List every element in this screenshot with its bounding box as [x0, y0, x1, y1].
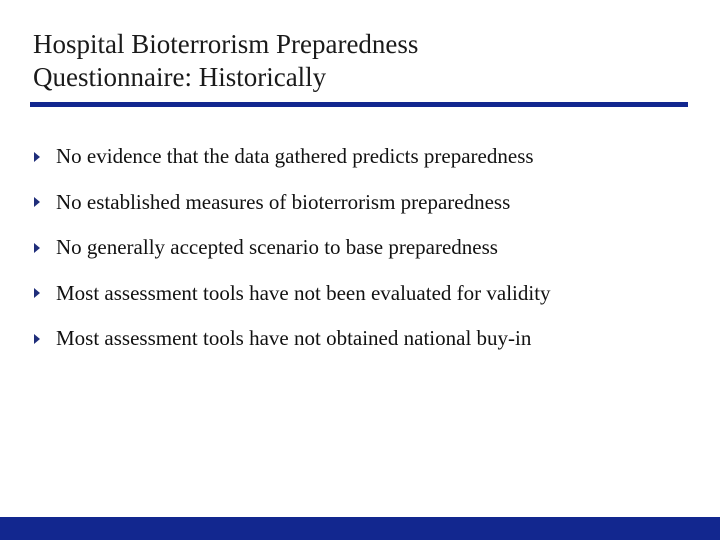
triangle-right-icon	[34, 334, 40, 344]
bullet-item	[34, 316, 714, 362]
bullet-text: Most assessment tools have not been evaluated for validity	[56, 280, 551, 305]
slide-title-line-1: Hospital Bioterrorism Preparedness	[33, 29, 419, 59]
slide-title	[33, 28, 673, 94]
bullet-text: No evidence that the data gathered predicts preparedness	[56, 144, 534, 169]
bullet-item	[34, 134, 714, 180]
triangle-right-icon	[34, 288, 40, 298]
triangle-right-icon	[34, 197, 40, 207]
triangle-right-icon	[34, 243, 40, 253]
bullet-item	[34, 225, 714, 271]
bullet-text: No established measures of bioterrorism preparedness	[56, 189, 511, 214]
bullet-list	[34, 134, 714, 362]
triangle-right-icon	[34, 152, 40, 162]
slide-title-line-2: Questionnaire: Historically	[33, 62, 327, 92]
bullet-text: Most assessment tools have not obtained national buy-in	[56, 326, 532, 351]
bullet-item	[34, 271, 714, 317]
bullet-text: No generally accepted scenario to base preparedness	[56, 235, 498, 260]
footer-bar	[0, 517, 720, 540]
bullet-item	[34, 180, 714, 226]
title-divider	[30, 102, 688, 107]
